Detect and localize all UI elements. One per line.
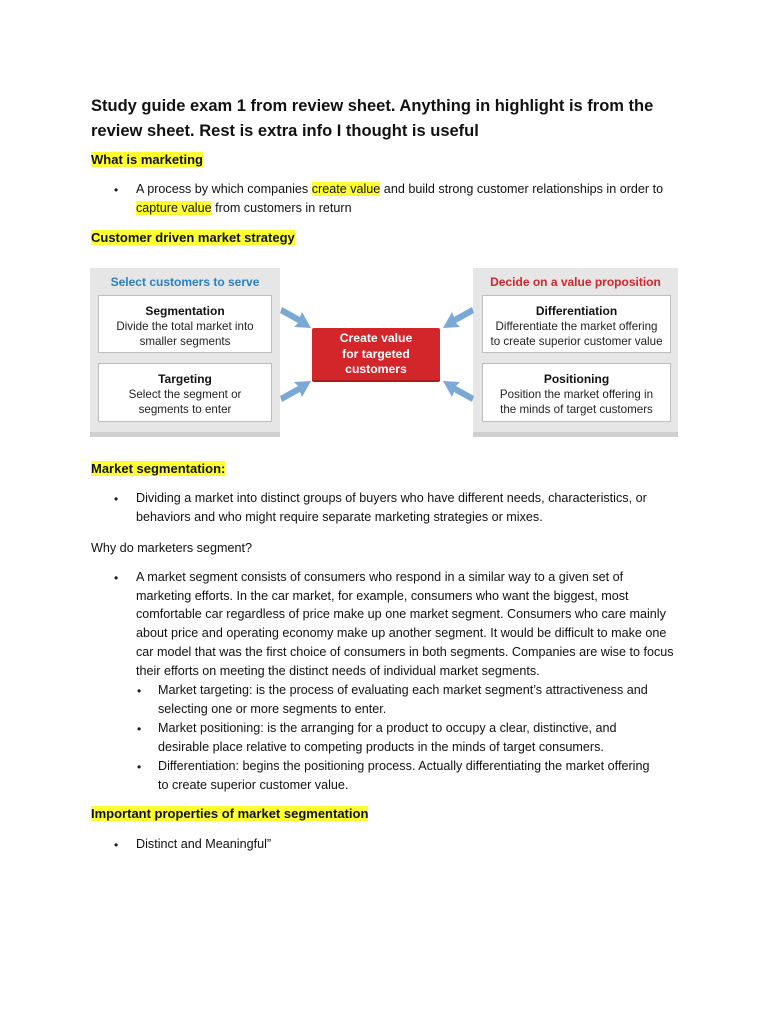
box-positioning	[482, 363, 671, 422]
marketing-definition	[136, 180, 696, 217]
bullet-glyph: •	[137, 760, 142, 774]
positioning-desc-1: Position the market offering in	[499, 388, 654, 401]
targeting-desc-1: Select the segment or	[128, 388, 242, 401]
sub-bullet-differentiation	[158, 757, 698, 794]
highlight-create-value: create value	[311, 182, 381, 196]
positioning-line-2: desirable place relative to competing products in the minds of target consumers.	[158, 739, 604, 754]
why-line-6: their efforts on meeting the distinct needs of individual market segments.	[136, 663, 540, 678]
box-differentiation	[482, 295, 671, 353]
differentiation-desc-1: Differentiate the market offering	[495, 320, 658, 333]
arrow-icon	[440, 376, 474, 406]
segmentation-desc-1: Divide the total market into	[116, 320, 254, 333]
arrow-icon	[440, 303, 474, 333]
differentiation-line-2: to create superior customer value.	[158, 777, 349, 792]
positioning-desc-2: the minds of target customers	[500, 403, 653, 416]
center-text-1: Create value	[339, 331, 413, 345]
bullet-glyph: •	[114, 492, 119, 506]
differentiation-title: Differentiation	[535, 304, 618, 318]
bullet-glyph: •	[137, 722, 142, 736]
property-distinct-meaningful: Distinct and Meaningful”	[136, 837, 272, 851]
strategy-diagram	[90, 268, 678, 440]
heading-customer-driven-strategy	[91, 229, 295, 247]
center-text-3: customers	[345, 362, 407, 376]
highlight-capture-value: capture value	[136, 200, 212, 215]
marketing-def-text-2: and build strong customer relationships in order to	[380, 182, 664, 196]
arrow-icon	[280, 303, 314, 333]
why-line-2: marketing efforts. In the car market, for example, consumers who want the biggest, most	[136, 588, 629, 603]
panel-title-select-customers: Select customers to serve	[110, 275, 260, 289]
heading-why-segment: Why do marketers segment?	[91, 541, 252, 555]
why-line-5: car model that was the first choice of consumers in both segments. Companies are wise to focus	[136, 644, 674, 659]
heading-market-segmentation-text: Market segmentation:	[91, 461, 226, 476]
bullet-glyph: •	[137, 684, 142, 698]
why-line-4: about price and operating economy make up another segment. It would be difficult to make one	[136, 626, 667, 641]
heading-market-segmentation	[91, 460, 225, 478]
page-title: Study guide exam 1 from review sheet. Anything in highlight is from the review sheet. Rest is extra info I thought is useful	[91, 97, 654, 140]
center-text-2: for targeted	[342, 346, 410, 361]
why-line-3: comfortable car regardless of price make up one market segment. Consumers who care mainly	[136, 607, 666, 622]
targeting-line-1: Market targeting: is the process of evaluating each market segment’s attractiveness and	[158, 683, 648, 697]
segmentation-def-line-1: Dividing a market into distinct groups of buyers who have different needs, characteristics, or	[136, 491, 647, 505]
center-create-value-box	[312, 328, 440, 380]
differentiation-desc-2: to create superior customer value	[490, 335, 663, 348]
panel-select-customers	[90, 268, 280, 437]
sub-bullet-market-positioning	[158, 719, 698, 756]
marketing-def-text-3: from customers in return	[211, 200, 352, 215]
why-line-1: A market segment consists of consumers who respond in a similar way to a given set of	[136, 570, 624, 584]
box-targeting	[98, 363, 272, 422]
arrow-icon	[280, 376, 314, 406]
bullet-glyph: •	[114, 571, 119, 585]
heading-important-properties-text: Important properties of market segmentation	[91, 806, 369, 821]
bullet-glyph: •	[114, 183, 119, 197]
panel-value-proposition	[473, 268, 678, 437]
bullet-glyph: •	[114, 838, 119, 852]
positioning-line-1: Market positioning: is the arranging for a product to occupy a clear, distinctive, and	[158, 721, 617, 735]
panel-title-value-proposition: Decide on a value proposition	[490, 275, 661, 289]
marketing-def-text-1: A process by which companies	[136, 182, 312, 196]
segmentation-def-line-2: behaviors and who might require separate marketing strategies or mixes.	[136, 509, 543, 524]
positioning-title: Positioning	[543, 372, 610, 386]
heading-what-is-marketing	[91, 151, 203, 169]
targeting-line-2: selecting one or more segments to enter.	[158, 701, 387, 716]
heading-what-is-marketing-text: What is marketing	[91, 152, 203, 167]
segmentation-title: Segmentation	[145, 304, 225, 318]
segmentation-definition	[136, 489, 696, 526]
heading-important-properties	[91, 805, 368, 823]
heading-customer-driven-strategy-text: Customer driven market strategy	[91, 230, 295, 245]
differentiation-line-1: Differentiation: begins the positioning process. Actually differentiating the market offering	[158, 759, 650, 773]
targeting-title: Targeting	[158, 372, 212, 386]
segmentation-desc-2: smaller segments	[139, 335, 231, 348]
why-segment-paragraph	[136, 568, 696, 680]
targeting-desc-2: segments to enter	[138, 403, 232, 416]
sub-bullet-market-targeting	[158, 681, 698, 718]
box-segmentation	[98, 295, 272, 353]
